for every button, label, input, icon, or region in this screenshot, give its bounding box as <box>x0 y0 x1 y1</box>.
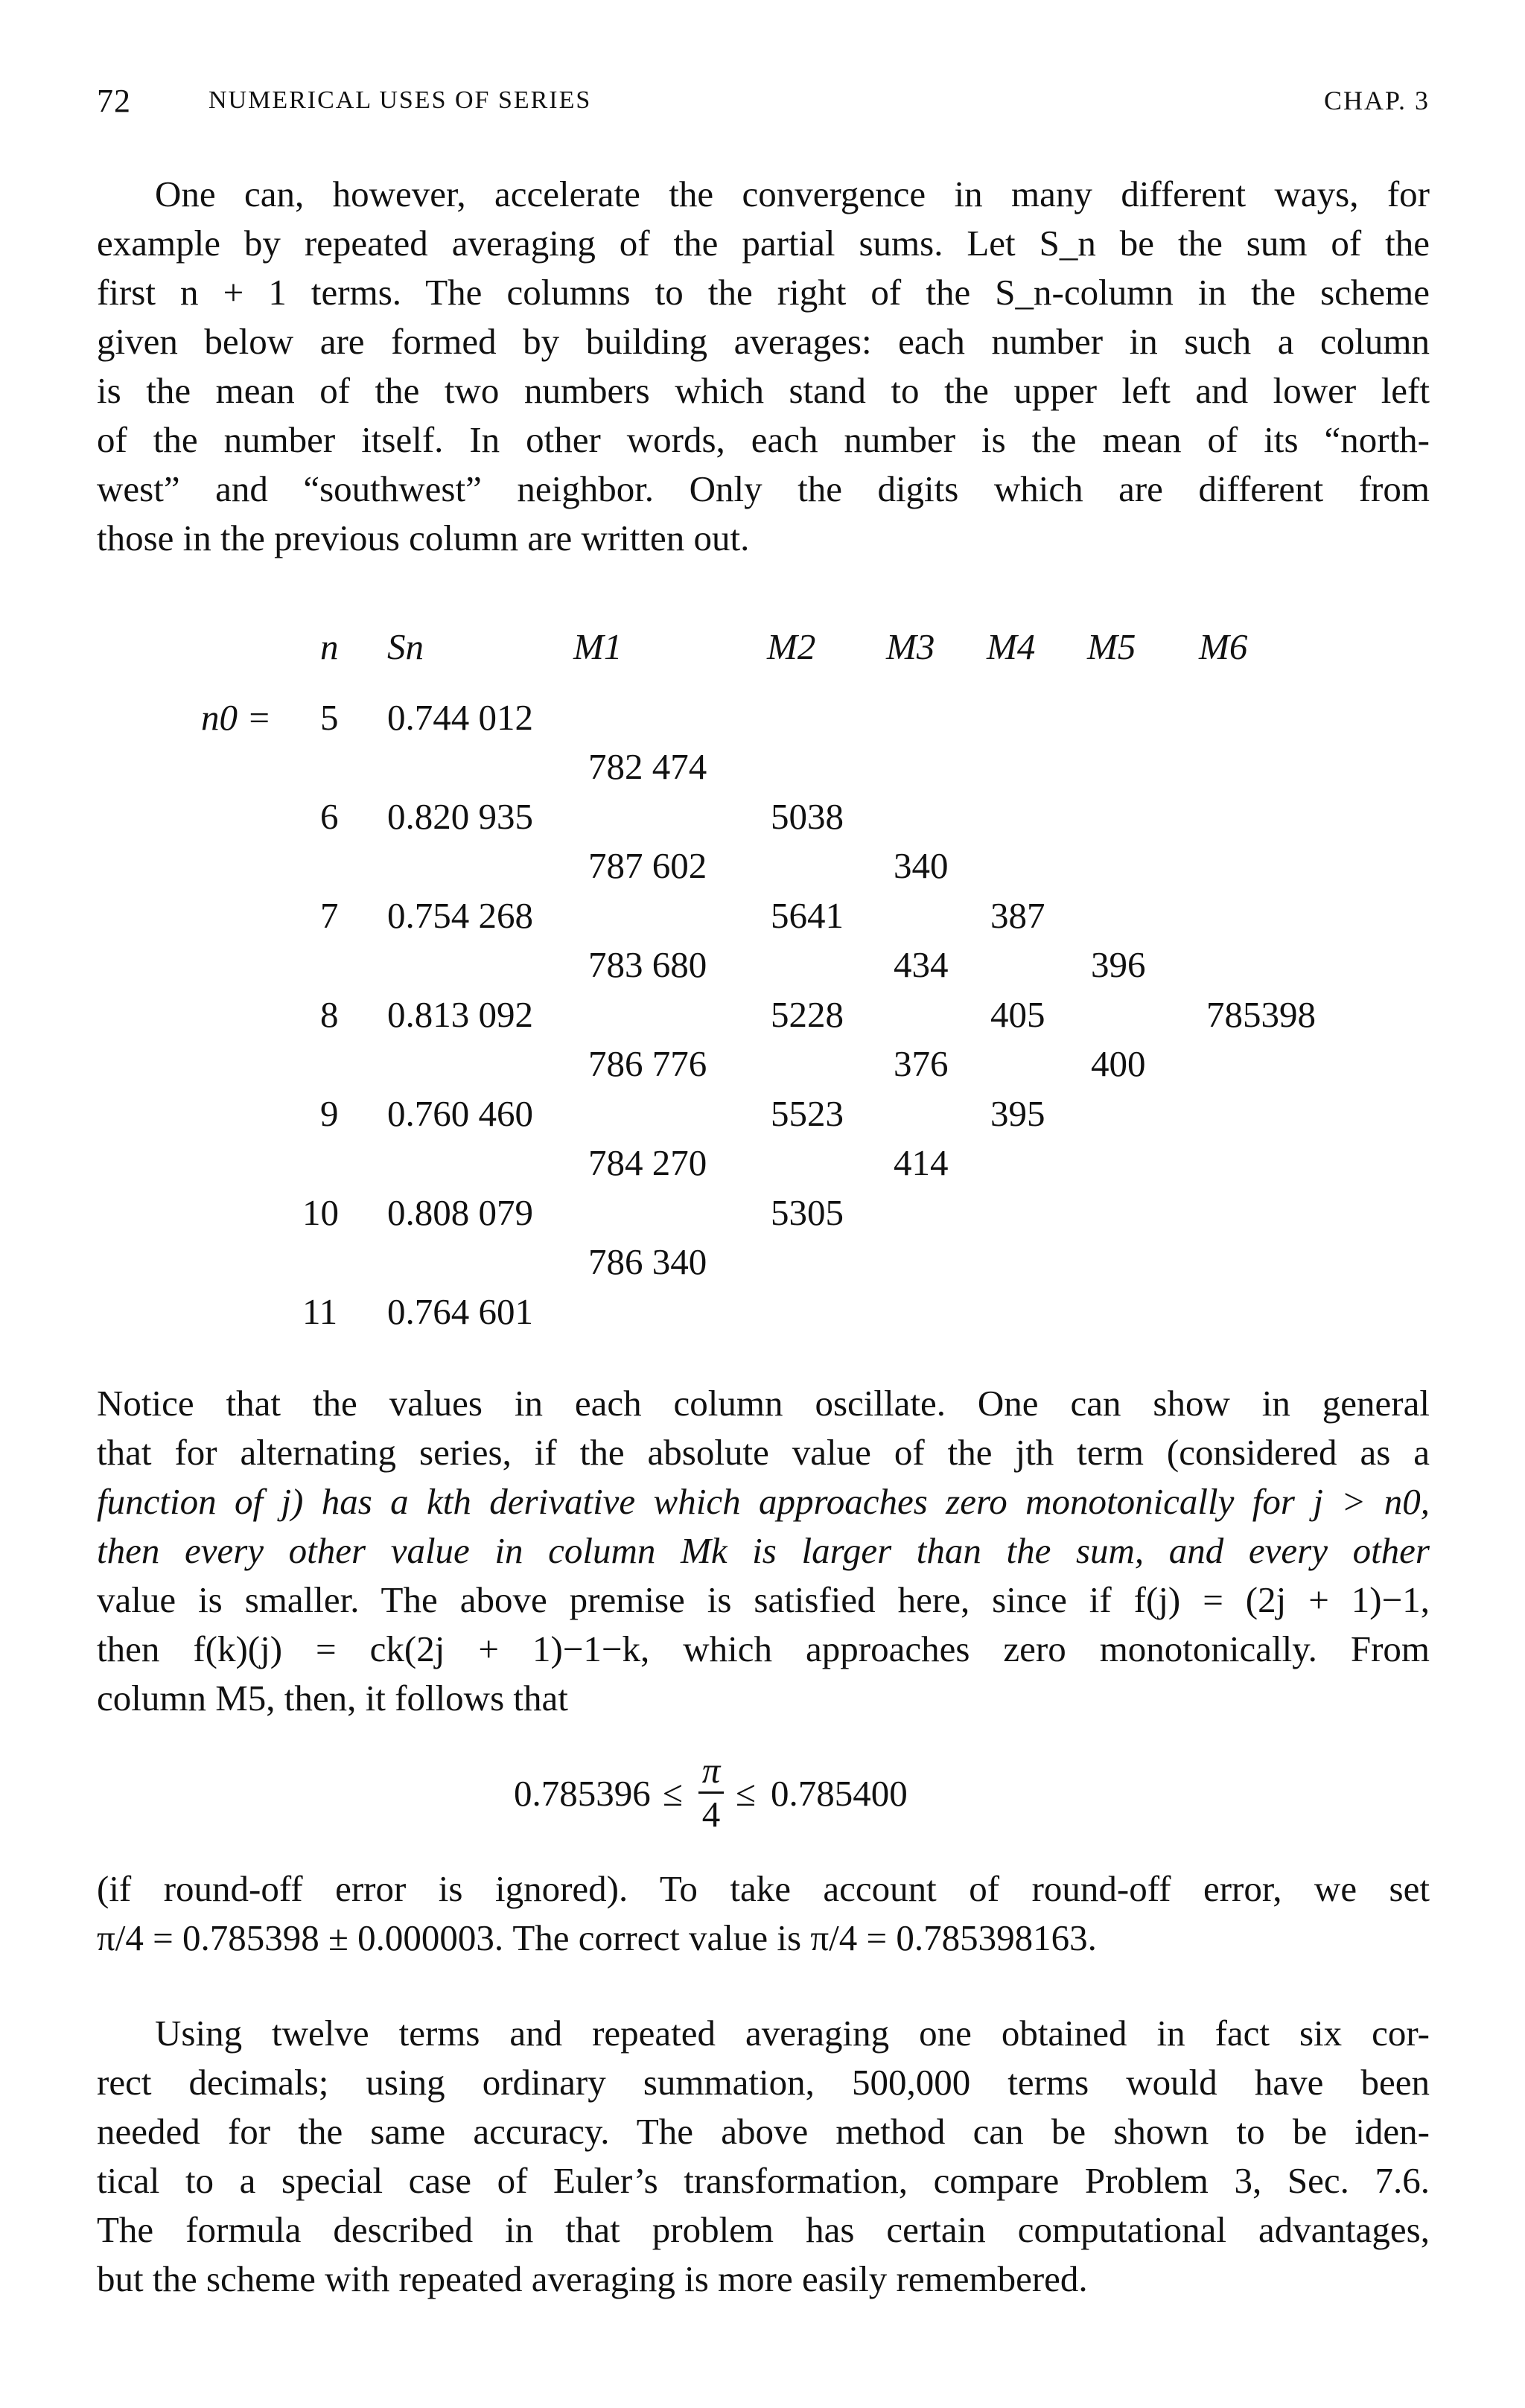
n-value: 6 <box>320 796 339 837</box>
paragraph-roundoff <box>97 1864 1430 1963</box>
sn-value: 0.820 935 <box>387 796 533 837</box>
header-m5: M5 <box>1087 626 1136 667</box>
n-value: 9 <box>320 1093 339 1134</box>
m2-value: 5038 <box>771 796 844 837</box>
m3-value: 434 <box>894 944 949 985</box>
text-line: is the mean of the two numbers which stand to the upper left and lower left <box>97 370 1430 411</box>
text-line: then f(k)(j) = ck(2j + 1)−1−k, which approaches zero monotonically. From <box>97 1628 1430 1669</box>
text-line: then every other value in column Mk is larger than the sum, and every other <box>97 1530 1430 1571</box>
header-m3: M3 <box>886 626 935 667</box>
text-line: π/4 = 0.785398 ± 0.000003. The correct value is π/4 = 0.785398163. <box>97 1917 1097 1958</box>
m1-value: 782 474 <box>588 746 707 787</box>
m4-value: 387 <box>990 895 1045 936</box>
text-line: (if round-off error is ignored). To take account of round-off error, we set <box>97 1868 1430 1909</box>
text-line: first n + 1 terms. The columns to the right of the S_n-column in the scheme <box>97 272 1430 313</box>
text-line: given below are formed by building averages: each number in such a column <box>97 321 1430 362</box>
m4-value: 395 <box>990 1093 1045 1134</box>
sn-value: 0.744 012 <box>387 697 533 738</box>
header-m2: M2 <box>767 626 816 667</box>
sn-value: 0.760 460 <box>387 1093 533 1134</box>
text-line: value is smaller. The above premise is satisfied here, since if f(j) = (2j + 1)−1, <box>97 1579 1430 1620</box>
running-title: NUMERICAL USES OF SERIES <box>208 86 592 114</box>
n-value: 11 <box>302 1291 338 1332</box>
header-n: n <box>320 626 339 667</box>
n-value: 7 <box>320 895 339 936</box>
text-line: that for alternating series, if the absolute value of the jth term (considered as a <box>97 1432 1430 1473</box>
m6-value: 785398 <box>1206 994 1316 1035</box>
le-symbol: ≤ <box>736 1773 756 1814</box>
sn-value: 0.764 601 <box>387 1291 533 1332</box>
sn-value: 0.754 268 <box>387 895 533 936</box>
text-line: needed for the same accuracy. The above method can be shown to be iden- <box>97 2111 1430 2152</box>
equation-upper-bound: 0.785400 <box>771 1773 908 1814</box>
text-line: Notice that the values in each column oscillate. One can show in general <box>97 1383 1430 1424</box>
denominator: 4 <box>701 1794 721 1835</box>
m2-value: 5523 <box>771 1093 844 1134</box>
sn-value: 0.808 079 <box>387 1192 533 1233</box>
m2-value: 5228 <box>771 994 844 1035</box>
paragraph-oscillation <box>97 1379 1430 1723</box>
n-value: 8 <box>320 994 339 1035</box>
le-symbol: ≤ <box>663 1773 683 1814</box>
paragraph-intro <box>97 170 1430 563</box>
text-line: those in the previous column are written out. <box>97 517 750 558</box>
text-line: example by repeated averaging of the partial sums. Let S_n be the sum of the <box>97 223 1430 264</box>
text-line: function of j) has a kth derivative which approaches zero monotonically for j > n0, <box>97 1481 1430 1522</box>
m2-value: 5641 <box>771 895 844 936</box>
text-line: Using twelve terms and repeated averaging one obtained in fact six cor- <box>155 2013 1430 2054</box>
m1-value: 784 270 <box>588 1142 707 1183</box>
m1-value: 783 680 <box>588 944 707 985</box>
text-line: tical to a special case of Euler’s transformation, compare Problem 3, Sec. 7.6. <box>97 2160 1430 2201</box>
pi-over-four-fraction <box>698 1750 724 1835</box>
page-number: 72 <box>97 83 131 119</box>
page <box>97 0 1430 2408</box>
n0-label: n0 = <box>201 697 272 738</box>
sn-value: 0.813 092 <box>387 994 533 1035</box>
text-line: but the scheme with repeated averaging is more easily remembered. <box>97 2258 1088 2299</box>
header-sn: Sn <box>387 626 424 667</box>
header-m4: M4 <box>987 626 1036 667</box>
text-line: rect decimals; using ordinary summation, 500,000 terms would have been <box>97 2062 1430 2103</box>
m2-value: 5305 <box>771 1192 844 1233</box>
m3-value: 414 <box>894 1142 949 1183</box>
text-line: The formula described in that problem has certain computational advantages, <box>97 2209 1430 2250</box>
header-m6: M6 <box>1199 626 1248 667</box>
text-line: of the number itself. In other words, each number is the mean of its “north- <box>97 419 1430 460</box>
m3-value: 376 <box>894 1043 949 1084</box>
m1-value: 786 776 <box>588 1043 707 1084</box>
m4-value: 405 <box>990 994 1045 1035</box>
text-line: column M5, then, it follows that <box>97 1678 568 1719</box>
m5-value: 396 <box>1091 944 1146 985</box>
m5-value: 400 <box>1091 1043 1146 1084</box>
pi-symbol: π <box>701 1750 721 1791</box>
m1-value: 786 340 <box>588 1241 707 1282</box>
text-line: One can, however, accelerate the convergence in many different ways, for <box>155 173 1430 214</box>
n-value: 10 <box>302 1192 339 1233</box>
running-header <box>97 82 1430 127</box>
paragraph-conclusion <box>97 2009 1430 2304</box>
chapter-label: CHAP. 3 <box>1323 86 1430 115</box>
n-value: 5 <box>320 697 339 738</box>
equation-lower-bound: 0.785396 <box>514 1773 651 1814</box>
text-line: west” and “southwest” neighbor. Only the digits which are different from <box>97 468 1430 509</box>
pi-bounds-equation <box>514 1750 1109 1854</box>
averaging-scheme-table <box>97 625 1430 1340</box>
m3-value: 340 <box>894 845 949 886</box>
m1-value: 787 602 <box>588 845 707 886</box>
header-m1: M1 <box>573 626 623 667</box>
